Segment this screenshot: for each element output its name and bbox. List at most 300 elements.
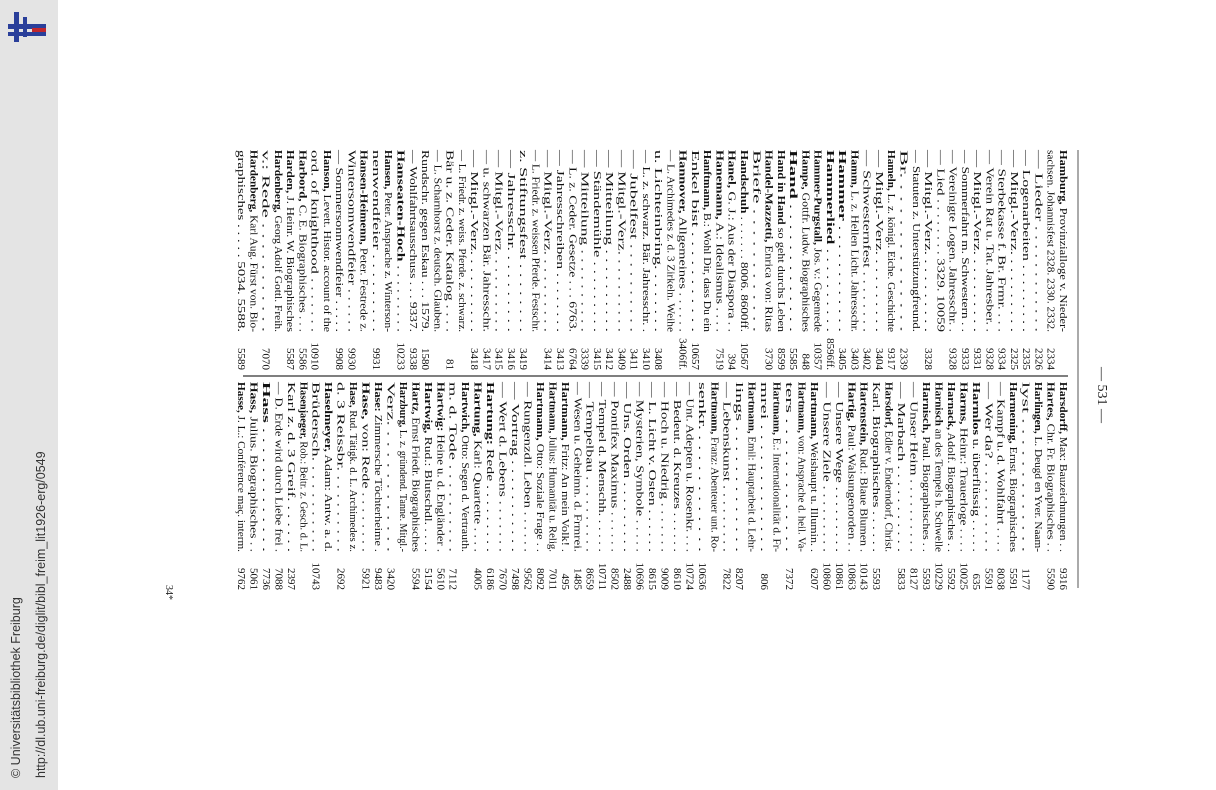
entry-number: 5587 (284, 348, 297, 370)
column-right (235, 380, 1069, 590)
entry-number: 5593 (920, 568, 932, 590)
index-entry (775, 150, 787, 371)
entry-number: 5591 (982, 568, 995, 590)
entry-keyword: Hartmann, (795, 382, 808, 435)
document-url-link[interactable]: http://dl.ub.uni-freiburg.de/diglit/bibl_freim_lit1926-erg/0549 (34, 451, 48, 778)
entry-number: 8599 (774, 348, 787, 370)
entry-text: — Sommerfahrt m. Schwestern . . (958, 150, 971, 301)
entry-keyword: Hartwig: (434, 382, 447, 425)
entry-keyword: Hannover, (676, 150, 689, 199)
index-entry (395, 150, 407, 371)
index-entry (808, 382, 820, 591)
entry-rest: Rob.: Beitr. z. Gesch. d. L. (297, 438, 310, 560)
entry-text: — Mitgl.-Verz. . . . . . . . . . (971, 150, 984, 268)
index-entry (845, 382, 857, 591)
entry-rest: von: Ansprache d. heil. Va- (795, 432, 808, 556)
entry-number: 5585 (787, 348, 800, 370)
entry-text (957, 382, 969, 552)
entry-number: 9328 (946, 348, 959, 370)
index-entry (795, 382, 808, 556)
index-entry (493, 148, 505, 370)
index-entry (456, 149, 468, 332)
entry-number: 3339 (578, 348, 591, 370)
index-entry (596, 381, 608, 590)
entry-text: — Statuten z. Unterstützungfreund. (909, 150, 922, 307)
index-entry (497, 381, 509, 591)
entry-text: Rundschr. gegen Eskau . . . 1579. (419, 150, 431, 297)
entry-rest: Zimmersche Töchterheime . (372, 411, 384, 539)
entry-number: 10863 (845, 562, 858, 590)
index-entry (982, 380, 994, 590)
entry-rest: Chr. Fr. Biographisches . . (1044, 420, 1057, 539)
entry-text (945, 382, 957, 552)
entry-rest: A.: Idealismus . . . . (713, 219, 726, 308)
entry-number: 9317 (885, 348, 898, 370)
entry-rest: Levett. Histor. account of the (320, 191, 333, 323)
entry-keyword: Harsdorff, (1057, 382, 1069, 432)
entry-number: 3402 (860, 348, 873, 370)
index-entry (534, 382, 546, 590)
entry-number: 2335 (1020, 348, 1033, 370)
entry-number: 3416 (504, 348, 517, 370)
entry-text (382, 150, 394, 332)
entry-text (708, 382, 720, 552)
entry-rest: Adam: Antw. a. d. (322, 451, 335, 534)
entry-text (933, 382, 945, 552)
entry-keyword: Hartes, (1044, 382, 1057, 417)
entry-text (235, 382, 247, 552)
entry-text (775, 150, 787, 333)
index-entry (820, 381, 832, 591)
entry-number: 3415 (492, 348, 505, 370)
index-entry (422, 382, 434, 591)
entry-text (484, 382, 496, 552)
index-entry (870, 382, 882, 591)
entry-number: 9328 (983, 348, 996, 370)
entry-text (260, 382, 272, 552)
entry-text (296, 150, 308, 332)
entry-text (738, 150, 750, 332)
index-entry (671, 381, 683, 591)
entry-text: — Mitgl.-Verz. . . . . . . . . . (873, 150, 885, 268)
entry-rest: Edler v. Enderndorf, Christ. (882, 427, 895, 553)
page-signature: 34* (163, 585, 174, 600)
entry-text: — Sterbekasse f. Br. Frmr. . . . (995, 150, 1008, 285)
entry-text: Bär u. z. Ceder. Katalog . . . . (443, 150, 456, 278)
entry-text: — Jahresschr. . . . . . . . . . (504, 150, 517, 262)
entry-keyword: Hase, (347, 382, 360, 408)
entry-keyword: Haselmeyer, (322, 382, 335, 440)
entry-rest: L. z. Hellen Licht. Jahresschr. (848, 187, 861, 322)
entry-number: 3412 (603, 348, 616, 370)
entry-text (845, 382, 857, 552)
index-entry (861, 149, 873, 370)
entry-number: 10025 (957, 562, 970, 590)
index-entry (385, 382, 397, 591)
entry-text: — Pontifex Maximus . . . . . . (608, 382, 621, 511)
index-entry (321, 150, 333, 332)
entry-text: — Hoch u. Niedrig . . . . . . . (658, 382, 671, 506)
entry-text: Verz. . . . . . . . . . . . . (384, 382, 397, 471)
index-entry (396, 382, 409, 563)
index-entry (1008, 148, 1020, 370)
index-entry (640, 149, 652, 371)
entry-number: 10143 (857, 562, 870, 590)
entry-number: 8502 (608, 568, 621, 590)
entry-keyword: Hand (787, 150, 800, 177)
entry-number: 7070 (259, 348, 272, 370)
entry-number: 9908 (333, 348, 346, 370)
entry-text: — D. Erde wird durch Liebe frei . (272, 382, 285, 532)
entry-keyword: Hand in Hand (774, 150, 787, 218)
index-entry (1057, 382, 1069, 591)
entry-text (247, 150, 259, 332)
entry-number: 8127 (907, 568, 920, 590)
entry-text: — Lied . . . . . . . . 3329. 10059 (934, 150, 947, 286)
entry-number: 394 (725, 353, 738, 370)
index-entry (721, 381, 733, 590)
entry-rest: Emil: Hauptarbeit d. Lehr- (745, 433, 758, 554)
entry-keyword: Harmening, (1007, 382, 1020, 439)
entry-text (1057, 150, 1069, 332)
entry-rest: Adolf. Biographisches . . (944, 430, 957, 543)
index-entry (763, 150, 775, 371)
entry-text: — Mitgl.-Verz. . . . . . . . . . (492, 150, 505, 268)
index-entry (959, 149, 971, 371)
index-entry (272, 381, 284, 591)
entry-text: sachsen. Johannisfest 2328. 2330. 2332. (1044, 150, 1057, 327)
entry-number: 9334 (995, 348, 1008, 370)
entry-keyword: Hase, (359, 382, 372, 408)
entry-text: — Mitteilung . . . . . . . . . . (603, 150, 616, 266)
entry-text: — Jubelfest . . . . . . . . . . (627, 150, 640, 258)
index-entry (335, 382, 347, 590)
index-entry (1032, 382, 1044, 552)
entry-rest: Ernst Friedr. Biographisches (409, 414, 422, 543)
entry-rest: Fritz: An mein Volk! . (558, 440, 571, 540)
index-entry (248, 382, 260, 590)
entry-text (883, 382, 895, 552)
entry-number: 10910 (308, 342, 321, 370)
page-number: — 531 — (1094, 367, 1109, 423)
index-entry (996, 149, 1008, 371)
index-entry (284, 150, 296, 371)
entry-number: 10860 (820, 562, 833, 590)
entry-number: 3405 (836, 348, 849, 370)
entry-number: 7372 (783, 568, 795, 590)
entry-text (787, 150, 799, 332)
entry-text (746, 382, 758, 552)
entry-text: — Mitgl.-Verz. . . . . . . . . . (922, 150, 934, 268)
entry-rest: . . . . . . . . . . . . . (259, 422, 272, 495)
entry-number: 8596ff. (823, 338, 836, 370)
entry-rest: B.: Wohl Dir, dass Du ein (701, 210, 714, 326)
entry-keyword: Hamm, (848, 150, 861, 186)
entry-number: 9562 (521, 568, 534, 590)
index-entry (787, 150, 799, 371)
entry-number: 3419 (517, 348, 530, 370)
entry-text: Wintersonnwendfeier . . . . . . (345, 150, 358, 278)
entry-text: — Lebenskunst . . . . . . . . . (720, 382, 733, 501)
entry-text: Karl z. d. 3 Greif. . . . . . . (284, 382, 297, 493)
entry-number: 848 (799, 353, 812, 370)
entry-rest: . . . . . . . . . . . . (836, 220, 849, 287)
index-entry (746, 382, 758, 552)
entry-number: 1580 (419, 348, 431, 370)
entry-number: 81 (443, 359, 456, 370)
entry-text (885, 150, 897, 332)
index-entry (957, 382, 969, 591)
entry-rest: Gottfr. Ludw. Biographisches (799, 189, 812, 323)
index-entry (345, 150, 357, 371)
index-entry (566, 149, 578, 371)
entry-number: 3411 (627, 348, 640, 370)
entry-keyword: Hartmann, (546, 382, 559, 435)
index-entry (908, 381, 920, 591)
entry-rest: Provinzialloge v. Nieder- (1057, 204, 1069, 318)
index-entry (873, 148, 885, 370)
entry-keyword: Hartung: (484, 382, 497, 426)
entry-rest: Karl: Quartette . . . . (471, 436, 484, 528)
index-entry (529, 149, 541, 332)
entry-number: 2488 (621, 568, 634, 590)
entry-text (248, 382, 260, 552)
entry-text: — L. Archimedes z. d. 3 Zirkeln. Weihe (664, 150, 677, 327)
index-entry (431, 149, 443, 332)
entry-rest: . . . . . . . 8006. 8600ff. (738, 213, 750, 315)
index-entry (848, 150, 860, 371)
entry-text (714, 150, 726, 332)
entry-number: 4005 (471, 568, 484, 590)
index-entry (591, 148, 603, 370)
entry-number: 3410 (639, 348, 652, 370)
index-entry (296, 150, 308, 371)
entry-text (546, 382, 559, 555)
index-entry (696, 382, 708, 591)
index-entry (683, 381, 695, 591)
entry-text (322, 382, 334, 552)
entry-rest: . . . . . . . . . . . . . (787, 198, 800, 271)
entry-text (347, 382, 360, 555)
index-entry (898, 150, 910, 371)
entry-number: 806 (758, 573, 771, 590)
entry-number: 2326 (1032, 348, 1045, 370)
entry-rest: an des Tempels h. Schwelle (932, 426, 945, 551)
entry-text: v.: Rede . . . . . . . . . . . (259, 150, 272, 247)
entry-number: 5833 (895, 568, 908, 590)
index-entry (603, 148, 615, 370)
index-entry (522, 381, 534, 590)
entry-number: 7088 (272, 568, 285, 590)
index-entry (584, 381, 596, 591)
entry-text: ters . . . . . . . . . . . . . (783, 382, 795, 470)
entry-text: ord. of knighthood . . . . . . . (308, 150, 321, 271)
entry-number: 9331 (971, 348, 984, 370)
index-entry (836, 150, 848, 371)
index-entry (714, 150, 726, 371)
entry-number: 6764 (566, 348, 579, 370)
entry-number: 9762 (235, 568, 247, 590)
entry-number: 9338 (406, 348, 419, 370)
entry-rest: Enrica von: Ritas (762, 242, 775, 322)
entry-keyword: Hansen-Heimenn, (357, 150, 370, 235)
entry-text (372, 382, 384, 552)
entry-text: — Tempelbau . . . . . . . . . . (583, 382, 596, 500)
entry-keyword: Hartz, (409, 382, 422, 413)
entry-keyword: Hartwich, (459, 382, 472, 430)
entry-number: 3414 (541, 348, 554, 370)
entry-text (395, 150, 407, 332)
entry-keyword: Hartig, (845, 382, 858, 416)
entry-number: 1485 (571, 568, 584, 590)
entry-number: 9333 (958, 348, 971, 370)
entry-keyword: Harbord, (296, 150, 309, 195)
entry-text (559, 382, 571, 552)
entry-text: — Marbach . . . . . . . . . . . (895, 382, 908, 496)
entry-keyword: Hase: (372, 382, 384, 409)
entry-number: 10696 (633, 562, 646, 590)
entry-keyword: Hampe, (799, 150, 812, 187)
entry-text (1057, 382, 1069, 552)
entry-number: 7519 (713, 348, 726, 370)
entry-number: 3415 (590, 348, 603, 370)
entry-text: lyst . . . . . . . . . . . . . (1019, 382, 1032, 470)
index-entry (260, 382, 272, 591)
entry-number: 8207 (733, 568, 746, 590)
entry-text (970, 382, 982, 552)
entry-text (808, 382, 820, 552)
entry-number: 9931 (370, 348, 382, 370)
index-entry (750, 150, 762, 332)
entry-text: — Wert d. Lebens . . . . . . . (496, 382, 509, 501)
entry-number: 5921 (359, 568, 372, 590)
index-entry (677, 150, 689, 370)
entry-number: 2339 (897, 348, 910, 370)
entry-text: nenwendfeier . . . . . . . . . (370, 150, 382, 260)
entry-number: 3408 (652, 348, 665, 370)
entry-keyword: Hameln, (885, 150, 898, 191)
entry-keyword: Hartung, (471, 382, 484, 426)
index-entry (824, 150, 836, 370)
entry-text: — L. Friedr. z. weiss. Pferde. z. schwarz. (455, 150, 468, 332)
entry-keyword: Harden, (284, 150, 297, 189)
index-entry (235, 382, 247, 590)
entry-text: — Uns. Orden . . . . . . . . . (621, 382, 634, 496)
entry-rest: . . . . . . . . . (394, 261, 407, 311)
rotated-page-content (58, 0, 1216, 790)
entry-number: 3413 (554, 348, 566, 370)
entry-text: — L. Friedr. z. weissen Pferde. Festschr. (529, 150, 542, 329)
entry-text (1045, 382, 1057, 552)
entry-text: — Wohlfahrtsausschuss . . . 9337. (406, 150, 419, 300)
entry-text: — L. z. schwarz. Bär. Jahresschr. . (639, 150, 652, 303)
entry-rest: J. Heinr. W. Biographisches (284, 193, 297, 319)
entry-keyword: Hardenberg, (271, 150, 284, 211)
entry-keyword: Hartenstein, (857, 382, 870, 441)
entry-keyword: Hammer-Purgstall, (811, 150, 824, 241)
index-entry (472, 382, 484, 591)
index-entry (347, 382, 360, 555)
index-entry (297, 382, 310, 560)
entry-rest: Rud. Tätigk. d. L. Archimedes z. (347, 407, 360, 555)
entry-text: — Tempel d. Menschh. . . . . . (596, 382, 609, 513)
entry-text: Br. . . . . . . . . . . . . . (897, 150, 910, 235)
entry-text: — Jahresschreiben . . . . . . . . (554, 150, 566, 278)
entry-text: — Mysterien, Symbole . . . . . (633, 382, 646, 513)
index-entry (934, 149, 946, 333)
entry-number: 3409 (615, 348, 628, 370)
entry-number: 7112 (446, 568, 459, 590)
index-entry (571, 381, 583, 591)
entry-keyword: Hansen, (382, 150, 395, 189)
index-entry (883, 382, 895, 552)
index-entry (733, 382, 745, 591)
entry-text (1032, 382, 1044, 552)
entry-rest: G. J.: Aus der Diaspora . . (725, 188, 738, 305)
entry-number: 2334 (1044, 348, 1057, 370)
entry-text (284, 150, 296, 332)
entry-number: 3403 (848, 348, 861, 370)
index-entry (447, 382, 459, 590)
entry-text (459, 382, 471, 552)
entry-number: 9930 (345, 348, 358, 370)
entry-keyword: Hanel, (725, 150, 738, 181)
entry-rest: J. L.: Conférence maç. interm. (235, 412, 247, 550)
entry-number: 9483 (372, 568, 384, 590)
entry-keyword: Harzburg, (396, 382, 409, 432)
index-entry (444, 150, 456, 370)
entry-number: 2397 (284, 568, 297, 590)
entry-rest: Otto: Soziale Frage . . (533, 440, 546, 540)
entry-number: 495 (558, 573, 571, 590)
entry-number: 8659 (583, 568, 596, 590)
entry-text (358, 150, 370, 332)
entry-keyword: Hanftmann, (701, 150, 714, 208)
entry-rest: Heine u. d. Engländer . (434, 431, 447, 536)
entry-text: — Rungenzdl. Leben . . . . . . (521, 382, 534, 510)
entry-keyword: Harms, (957, 382, 970, 418)
entry-rest: Rede . . . . . . . . . (484, 444, 497, 520)
entry-text (434, 382, 446, 552)
entry-rest: L. z. königl. Eiche. Geschichte (885, 190, 898, 330)
entry-number: 5592 (944, 568, 957, 590)
entry-number: 5593 (870, 568, 883, 590)
entry-text: senkr. . . . . . . . . . . . . (695, 382, 708, 474)
entry-number: 635 (969, 573, 982, 590)
entry-text: — Mitgl.-Verz. . . . . . . . . . (1007, 150, 1020, 268)
entry-text: Briefe . . . . . . . . . . . . (750, 150, 763, 244)
entry-keyword: Hass (259, 382, 272, 405)
entry-number: 10357 (811, 342, 824, 370)
index-entry (885, 150, 897, 371)
entry-text (920, 382, 932, 552)
index-entry (285, 382, 297, 591)
entry-keyword: Hartmann, (708, 382, 721, 435)
entry-text (534, 382, 546, 552)
entry-keyword: Hasse, (235, 382, 247, 413)
entry-rest: Julius. Biographisches . . (247, 413, 260, 526)
entry-text (858, 382, 870, 552)
entry-number: 9316 (1057, 568, 1069, 590)
entry-text (396, 382, 409, 563)
entry-text (1007, 382, 1019, 552)
index-entry (272, 150, 284, 332)
entry-number: 10229 (932, 562, 945, 590)
entry-text: — Ständemühle . . . . . . . . . (590, 150, 603, 271)
index-entry (372, 382, 384, 591)
entry-text: z. Stiftungsfest . . . . . . . . (517, 150, 530, 260)
index-entry (812, 150, 824, 371)
